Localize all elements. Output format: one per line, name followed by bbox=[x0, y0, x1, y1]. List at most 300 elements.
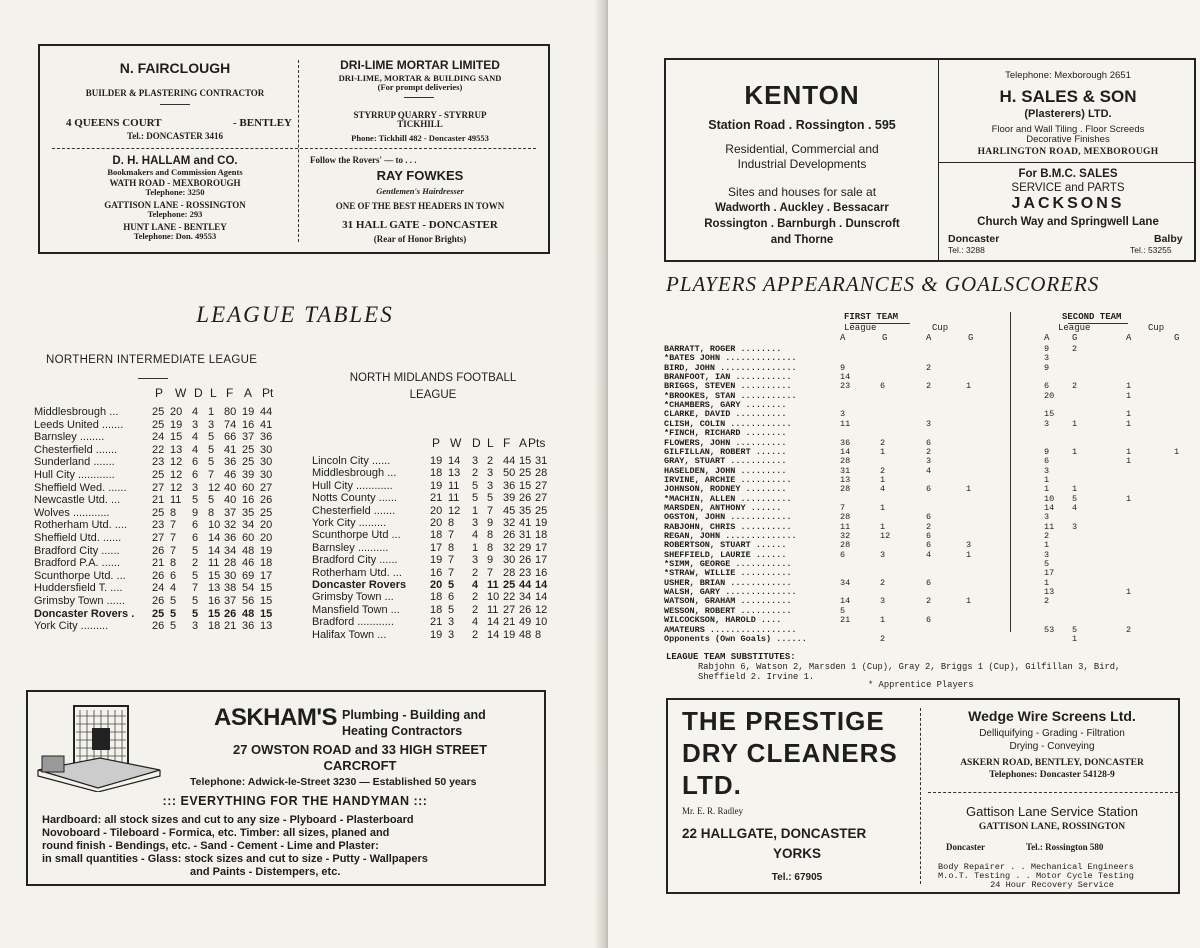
player-name: *STRAW, WILLIE .......... bbox=[664, 568, 792, 579]
northern-header bbox=[34, 386, 284, 400]
player-name: CLARKE, DAVID .......... bbox=[664, 409, 787, 420]
league-cell-f: 50 bbox=[503, 467, 516, 480]
league-cell-p: 25 bbox=[152, 418, 165, 431]
player-name: FLOWERS, JOHN .......... bbox=[664, 437, 787, 448]
league-cell-a: 16 bbox=[242, 494, 255, 507]
league-cell-d: 4 bbox=[472, 616, 479, 629]
league-cell-p: 23 bbox=[152, 519, 165, 532]
sales-address: HARLINGTON ROAD, MEXBOROUGH bbox=[977, 147, 1159, 157]
league-cell-a: 36 bbox=[242, 620, 255, 633]
league-row bbox=[34, 482, 304, 495]
league-cell-f: 45 bbox=[503, 504, 516, 517]
league-cell-f: 26 bbox=[503, 529, 516, 542]
drilime-place: TICKHILL bbox=[397, 119, 443, 129]
stat-f-lg: 2 bbox=[880, 437, 886, 448]
league-cell-l: 7 bbox=[487, 566, 494, 579]
league-cell-l: 12 bbox=[208, 481, 221, 494]
league-cell-a: 29 bbox=[519, 541, 532, 554]
stat-s-la: 11 bbox=[1044, 521, 1055, 532]
player-name: *MACHIN, ALLEN .......... bbox=[664, 493, 792, 504]
stat-f-lg: 1 bbox=[880, 502, 886, 513]
league-cell-d: 4 bbox=[472, 529, 479, 542]
league-cell-p: 20 bbox=[430, 517, 443, 529]
league-cell-f: 36 bbox=[503, 479, 516, 492]
stat-f-ca: 2 bbox=[926, 446, 932, 457]
player-name: *BATES JOHN .............. bbox=[664, 353, 797, 364]
league-cell-pts: 25 bbox=[260, 506, 273, 519]
stat-s-la: 3 bbox=[1044, 353, 1050, 364]
subs-line1: Rabjohn 6, Watson 2, Marsden 1 (Cup), Gray 2, Briggs 1 (Cup), Gilfillan 3, Bird, bbox=[698, 662, 1121, 672]
stat-f-lg: 4 bbox=[880, 484, 886, 495]
fowkes-name: RAY FOWKES bbox=[376, 168, 464, 183]
league-cell-f: 37 bbox=[224, 595, 237, 607]
stat-f-lg: 1 bbox=[880, 615, 886, 626]
league-cell-pts: 10 bbox=[535, 616, 548, 629]
league-cell-f: 44 bbox=[503, 455, 516, 467]
league-cell-team: Rotherham Utd. ... bbox=[312, 566, 402, 579]
northern-head-a: A bbox=[244, 386, 253, 400]
stat-f-lg: 2 bbox=[880, 633, 886, 644]
stat-s-ca: 2 bbox=[1126, 624, 1132, 635]
league-cell-team: York City ......... bbox=[34, 620, 109, 633]
league-cell-pts: 44 bbox=[260, 406, 273, 418]
league-row bbox=[34, 431, 304, 444]
league-row bbox=[312, 529, 582, 541]
league-cell-l: 5 bbox=[487, 492, 494, 505]
league-cell-f: 40 bbox=[224, 494, 237, 507]
league-cell-l: 5 bbox=[208, 431, 215, 444]
league-cell-a: 26 bbox=[519, 492, 532, 505]
league-row bbox=[312, 492, 582, 504]
first-cup-a: A bbox=[926, 333, 932, 343]
player-name: GRAY, STUART ........... bbox=[664, 456, 787, 467]
stat-f-la: 5 bbox=[840, 605, 846, 616]
league-cell-d: 6 bbox=[192, 469, 199, 481]
league-row bbox=[34, 545, 304, 558]
stat-s-la: 9 bbox=[1044, 344, 1050, 354]
player-name: WATSON, GRAHAM .......... bbox=[664, 596, 792, 607]
league-cell-pts: 17 bbox=[260, 569, 273, 582]
league-row bbox=[34, 469, 304, 482]
stat-f-ca: 2 bbox=[926, 381, 932, 392]
league-cell-a: 25 bbox=[242, 443, 255, 456]
second-league-a: A bbox=[1044, 333, 1050, 343]
right-page bbox=[608, 0, 1200, 948]
league-cell-a: 31 bbox=[519, 529, 532, 542]
kenton-line5: Rossington . Barnburgh . Dunscroft bbox=[704, 218, 900, 230]
league-row bbox=[34, 557, 304, 570]
league-row bbox=[312, 616, 582, 628]
stat-f-ca: 2 bbox=[926, 596, 932, 607]
league-cell-team: Doncaster Rovers bbox=[312, 579, 407, 591]
stat-s-ca: 1 bbox=[1126, 456, 1132, 467]
sales-name: H. SALES & SON bbox=[999, 87, 1137, 106]
stat-s-la: 17 bbox=[1044, 568, 1055, 579]
league-cell-pts: 20 bbox=[260, 519, 273, 532]
league-cell-pts: 8 bbox=[535, 628, 542, 641]
league-cell-pts: 25 bbox=[535, 504, 548, 517]
prestige-line2: DRY CLEANERS bbox=[682, 738, 898, 768]
league-cell-p: 27 bbox=[152, 532, 165, 544]
league-cell-d: 5 bbox=[472, 479, 479, 492]
gattison-address: GATTISON LANE, ROSSINGTON bbox=[978, 822, 1126, 832]
first-league-g: G bbox=[882, 333, 888, 343]
askham-body2: Novoboard - Tileboard - Formica, etc. Timber: all sizes, planed and bbox=[42, 827, 390, 839]
gattison-line2: M.o.T. Testing . . Motor Cycle Testing bbox=[938, 871, 1134, 881]
league-cell-f: 25 bbox=[503, 579, 516, 591]
stat-s-la: 15 bbox=[1044, 409, 1055, 420]
league-cell-a: 15 bbox=[519, 455, 532, 467]
player-name: Opponents (Own Goals) ...... bbox=[664, 633, 807, 644]
league-cell-f: 74 bbox=[224, 418, 237, 431]
player-name: *FINCH, RICHARD ........ bbox=[664, 428, 787, 439]
stat-s-la: 3 bbox=[1044, 549, 1050, 560]
stat-f-la: 28 bbox=[840, 540, 851, 551]
stat-f-la: 9 bbox=[840, 362, 846, 373]
stat-f-la: 31 bbox=[840, 465, 851, 476]
stat-s-la: 3 bbox=[1044, 465, 1050, 476]
league-cell-d: 5 bbox=[192, 544, 199, 557]
league-row bbox=[34, 419, 304, 432]
stat-s-lg: 1 bbox=[1072, 418, 1078, 429]
appearance-row bbox=[664, 634, 1200, 644]
jacksons-address: Church Way and Springwell Lane bbox=[977, 216, 1159, 228]
fairclough-trade: BUILDER & PLASTERING CONTRACTOR bbox=[85, 88, 265, 98]
league-cell-l: 10 bbox=[208, 519, 221, 532]
league-cell-d: 6 bbox=[192, 532, 199, 544]
subs-line2: Sheffield 2. Irvine 1. bbox=[698, 672, 815, 682]
drilime-phone: Phone: Tickhill 482 - Doncaster 49553 bbox=[351, 133, 489, 143]
jacksons-name: JACKSONS bbox=[1011, 195, 1125, 212]
northern-title-rule bbox=[138, 378, 168, 379]
fowkes-address: 31 HALL GATE - DONCASTER bbox=[342, 219, 498, 231]
league-cell-p: 18 bbox=[430, 529, 443, 542]
league-cell-team: Barnsley ........ bbox=[34, 431, 105, 444]
player-name: AMATEURS ................. bbox=[664, 624, 797, 635]
league-cell-team: Scunthorpe Utd. ... bbox=[34, 569, 126, 582]
league-cell-team: Halifax Town ... bbox=[312, 628, 387, 641]
stat-f-cg: 1 bbox=[966, 596, 972, 607]
league-cell-a: 34 bbox=[519, 591, 532, 604]
sales-line1: Floor and Wall Tiling . Floor Screeds bbox=[991, 124, 1145, 135]
league-cell-w: 5 bbox=[170, 595, 177, 607]
league-cell-f: 27 bbox=[503, 603, 516, 616]
nm-head-a: A bbox=[519, 436, 528, 450]
nm-head-w: W bbox=[450, 436, 462, 450]
league-cell-a: 26 bbox=[519, 603, 532, 616]
stat-s-ca: 1 bbox=[1126, 390, 1132, 401]
stat-s-lg: 3 bbox=[1072, 521, 1078, 532]
league-cell-d: 3 bbox=[192, 620, 199, 633]
league-row bbox=[312, 579, 582, 591]
league-cell-pts: 27 bbox=[535, 492, 548, 505]
league-cell-f: 80 bbox=[224, 406, 237, 418]
north-midlands-title-line2: LEAGUE bbox=[409, 389, 457, 401]
league-cell-a: 48 bbox=[242, 607, 255, 620]
jacksons-place2: Balby bbox=[1154, 233, 1183, 245]
league-row bbox=[34, 595, 304, 608]
league-row bbox=[34, 620, 304, 633]
league-cell-d: 4 bbox=[192, 431, 199, 444]
league-cell-a: 56 bbox=[242, 595, 255, 607]
stat-f-la: 14 bbox=[840, 596, 851, 607]
stat-f-la: 34 bbox=[840, 577, 851, 588]
stat-s-la: 3 bbox=[1044, 512, 1050, 523]
league-cell-l: 3 bbox=[208, 418, 215, 431]
league-cell-f: 32 bbox=[503, 541, 516, 554]
league-cell-d: 5 bbox=[192, 607, 199, 620]
league-cell-w: 7 bbox=[170, 544, 177, 557]
fairclough-name: N. FAIRCLOUGH bbox=[119, 60, 231, 76]
league-cell-pts: 18 bbox=[260, 557, 273, 570]
stat-s-la: 1 bbox=[1044, 484, 1050, 495]
league-cell-p: 24 bbox=[152, 582, 165, 595]
league-cell-d: 4 bbox=[192, 443, 199, 456]
wedge-name: Wedge Wire Screens Ltd. bbox=[968, 708, 1136, 724]
league-cell-pts: 31 bbox=[535, 455, 548, 467]
league-cell-d: 7 bbox=[192, 582, 199, 595]
league-cell-w: 8 bbox=[170, 506, 177, 519]
league-cell-p: 19 bbox=[430, 455, 443, 467]
league-cell-p: 25 bbox=[152, 469, 165, 481]
league-row bbox=[34, 582, 304, 595]
subs-title: LEAGUE TEAM SUBSTITUTES: bbox=[666, 652, 796, 662]
league-cell-f: 21 bbox=[503, 616, 516, 629]
league-cell-d: 6 bbox=[192, 519, 199, 532]
league-cell-p: 23 bbox=[152, 456, 165, 469]
nm-head-pts: Pts bbox=[528, 436, 546, 450]
league-cell-team: Wolves ............ bbox=[34, 506, 110, 519]
first-league-a: A bbox=[840, 333, 846, 343]
league-cell-l: 5 bbox=[208, 443, 215, 456]
stat-s-la: 2 bbox=[1044, 596, 1050, 607]
jacksons-tel2: Tel.: 53255 bbox=[1130, 245, 1172, 255]
league-row bbox=[34, 444, 304, 457]
league-cell-p: 18 bbox=[430, 603, 443, 616]
northern-head-p: P bbox=[155, 386, 164, 400]
league-cell-w: 6 bbox=[448, 591, 455, 604]
league-cell-p: 20 bbox=[430, 504, 443, 517]
league-cell-pts: 14 bbox=[535, 579, 548, 591]
player-name: BIRD, JOHN ............... bbox=[664, 362, 797, 373]
league-cell-a: 60 bbox=[242, 532, 255, 544]
league-cell-l: 18 bbox=[208, 620, 221, 633]
league-cell-pts: 36 bbox=[260, 431, 273, 444]
league-cell-f: 40 bbox=[224, 481, 237, 494]
fireplace-illustration bbox=[34, 698, 164, 792]
league-cell-d: 2 bbox=[472, 467, 479, 480]
league-cell-team: Doncaster Rovers . bbox=[34, 607, 135, 620]
drilime-quarry: STYRRUP QUARRY - STYRRUP bbox=[353, 110, 487, 120]
league-cell-d: 3 bbox=[192, 418, 199, 431]
jacksons-tel1: Tel.: 3288 bbox=[948, 245, 985, 255]
fowkes-note: (Rear of Honor Brights) bbox=[373, 234, 467, 244]
league-cell-d: 5 bbox=[192, 494, 199, 507]
league-row bbox=[34, 570, 304, 583]
stat-s-la: 5 bbox=[1044, 559, 1050, 570]
league-cell-p: 24 bbox=[152, 431, 165, 444]
league-cell-p: 17 bbox=[430, 541, 443, 554]
league-cell-pts: 17 bbox=[535, 541, 548, 554]
stat-f-lg: 12 bbox=[880, 531, 891, 541]
stat-s-la: 1 bbox=[1044, 577, 1050, 588]
stat-s-lg: 1 bbox=[1072, 446, 1078, 457]
league-cell-w: 14 bbox=[448, 455, 461, 467]
stat-s-la: 9 bbox=[1044, 446, 1050, 457]
kenton-line3: Sites and houses for sale at bbox=[727, 185, 877, 199]
hallam-name: D. H. HALLAM and CO. bbox=[112, 155, 238, 167]
stat-f-lg: 3 bbox=[880, 596, 886, 607]
league-cell-a: 15 bbox=[519, 479, 532, 492]
stat-f-ca: 6 bbox=[926, 577, 932, 588]
apprentice-footnote: * Apprentice Players bbox=[868, 680, 974, 690]
stat-s-lg: 2 bbox=[1072, 344, 1078, 354]
player-name: WESSON, ROBERT .......... bbox=[664, 605, 792, 616]
prestige-tel: Tel.: 67905 bbox=[771, 872, 823, 883]
league-row bbox=[34, 507, 304, 520]
jacksons-place1: Doncaster bbox=[948, 233, 1000, 245]
league-cell-w: 3 bbox=[448, 628, 455, 641]
player-name: HASELDEN, JOHN ......... bbox=[664, 465, 787, 476]
league-cell-team: Middlesbrough ... bbox=[34, 406, 119, 418]
league-cell-l: 1 bbox=[208, 406, 215, 418]
stat-s-la: 2 bbox=[1044, 531, 1050, 541]
northern-head-pts: Pt bbox=[262, 386, 274, 400]
league-cell-d: 3 bbox=[472, 517, 479, 529]
league-cell-w: 20 bbox=[170, 406, 183, 418]
league-cell-l: 11 bbox=[487, 579, 499, 591]
league-cell-d: 1 bbox=[472, 541, 479, 554]
league-cell-l: 3 bbox=[487, 467, 494, 480]
stat-f-ca: 3 bbox=[926, 456, 932, 467]
league-cell-f: 46 bbox=[224, 469, 237, 481]
player-name: REGAN, JOHN .............. bbox=[664, 531, 797, 541]
league-cell-l: 3 bbox=[487, 479, 494, 492]
player-name: CLISH, COLIN ............ bbox=[664, 418, 792, 429]
league-cell-pts: 17 bbox=[535, 554, 548, 567]
appearances-table bbox=[664, 310, 1200, 690]
league-cell-pts: 20 bbox=[260, 532, 273, 544]
league-cell-w: 19 bbox=[170, 418, 183, 431]
stat-s-la: 13 bbox=[1044, 587, 1055, 598]
league-cell-f: 36 bbox=[224, 532, 237, 544]
player-name: *BROOKES, STAN ........... bbox=[664, 390, 797, 401]
stat-f-lg: 6 bbox=[880, 381, 886, 392]
league-cell-team: Sheffield Wed. ...... bbox=[34, 481, 127, 494]
league-row bbox=[312, 455, 582, 467]
northern-head-d: D bbox=[194, 386, 203, 400]
stat-f-cg: 3 bbox=[966, 540, 972, 551]
league-cell-p: 25 bbox=[152, 506, 165, 519]
stat-f-ca: 6 bbox=[926, 512, 932, 523]
league-cell-w: 11 bbox=[448, 492, 460, 505]
league-cell-w: 7 bbox=[448, 566, 455, 579]
gattison-line1: Body Repairer . . Mechanical Engineers bbox=[938, 862, 1134, 872]
league-cell-a: 23 bbox=[519, 566, 532, 579]
league-cell-l: 10 bbox=[487, 591, 500, 604]
league-cell-pts: 16 bbox=[535, 566, 548, 579]
league-cell-f: 22 bbox=[503, 591, 516, 604]
league-cell-team: Mansfield Town ... bbox=[312, 603, 400, 616]
league-row bbox=[312, 554, 582, 566]
stat-f-ca: 4 bbox=[926, 549, 932, 560]
league-cell-team: Hull City ............ bbox=[312, 479, 393, 492]
drilime-rule bbox=[404, 97, 434, 98]
league-cell-l: 5 bbox=[208, 456, 215, 469]
prestige-line3: LTD. bbox=[682, 770, 742, 800]
league-cell-p: 26 bbox=[152, 620, 165, 633]
league-cell-a: 44 bbox=[519, 579, 532, 591]
league-cell-pts: 41 bbox=[260, 418, 273, 431]
appearances-title: PLAYERS APPEARANCES & GOALSCORERS bbox=[666, 272, 1100, 296]
league-cell-f: 38 bbox=[224, 582, 237, 595]
league-cell-w: 5 bbox=[448, 579, 455, 591]
drilime-line2: (For prompt deliveries) bbox=[377, 82, 463, 92]
askham-body3: round finish - Bendings, etc. - Sand - Cement - Lime and Plaster: bbox=[42, 840, 379, 852]
stat-f-la: 23 bbox=[840, 381, 851, 392]
stat-f-la: 6 bbox=[840, 549, 846, 560]
league-cell-team: Notts County ...... bbox=[312, 492, 397, 505]
fairclough-tel: Tel.: DONCASTER 3416 bbox=[127, 131, 223, 141]
league-cell-a: 16 bbox=[242, 418, 255, 431]
first-cup-label: Cup bbox=[932, 323, 949, 333]
league-cell-f: 32 bbox=[224, 519, 237, 532]
league-tables-title: LEAGUE TABLES bbox=[196, 302, 394, 327]
player-name: RABJOHN, CHRIS .......... bbox=[664, 521, 792, 532]
league-cell-pts: 30 bbox=[260, 443, 273, 456]
league-cell-f: 19 bbox=[503, 628, 516, 641]
league-cell-l: 9 bbox=[487, 517, 494, 529]
stat-f-la: 28 bbox=[840, 512, 851, 523]
northern-head-w: W bbox=[175, 386, 187, 400]
league-cell-p: 19 bbox=[430, 554, 443, 567]
stat-f-la: 3 bbox=[840, 409, 846, 420]
league-cell-f: 41 bbox=[224, 443, 237, 456]
league-cell-pts: 26 bbox=[260, 494, 273, 507]
league-cell-l: 11 bbox=[208, 557, 220, 570]
player-name: USHER, BRIAN ............ bbox=[664, 577, 792, 588]
league-row bbox=[312, 505, 582, 517]
league-cell-a: 19 bbox=[242, 406, 255, 418]
league-cell-d: 5 bbox=[192, 569, 199, 582]
league-cell-pts: 15 bbox=[260, 607, 273, 620]
stat-f-lg: 3 bbox=[880, 549, 886, 560]
league-cell-team: Rotherham Utd. .... bbox=[34, 519, 127, 532]
second-team-label: SECOND TEAM bbox=[1062, 312, 1122, 322]
league-cell-w: 11 bbox=[448, 479, 460, 492]
league-cell-l: 14 bbox=[208, 532, 221, 544]
player-name: WILCOCKSON, HAROLD .... bbox=[664, 615, 782, 626]
gattison-tel-place: Doncaster bbox=[946, 842, 985, 852]
league-cell-d: 2 bbox=[472, 566, 479, 579]
kenton-line2: Industrial Developments bbox=[737, 157, 867, 171]
hallam-tel3: Telephone: Don. 49553 bbox=[133, 231, 217, 241]
league-cell-p: 26 bbox=[152, 595, 165, 607]
league-row bbox=[34, 456, 304, 469]
wedge-divider bbox=[928, 792, 1178, 793]
league-cell-team: Huddersfield T. .... bbox=[34, 582, 123, 595]
prestige-address: 22 HALLGATE, DONCASTER bbox=[682, 826, 867, 841]
stat-f-la: 14 bbox=[840, 446, 851, 457]
fairclough-address-num: 4 QUEENS COURT bbox=[66, 117, 162, 129]
league-cell-team: Grimsby Town ...... bbox=[34, 595, 125, 607]
league-cell-f: 39 bbox=[503, 492, 516, 505]
north-midlands-title-line1: NORTH MIDLANDS FOOTBALL bbox=[349, 372, 517, 384]
jacksons-line2: SERVICE and PARTS bbox=[1011, 182, 1125, 194]
player-name: OGSTON, JOHN ............ bbox=[664, 512, 792, 523]
stat-f-cg: 1 bbox=[966, 549, 972, 560]
league-cell-w: 8 bbox=[448, 541, 455, 554]
